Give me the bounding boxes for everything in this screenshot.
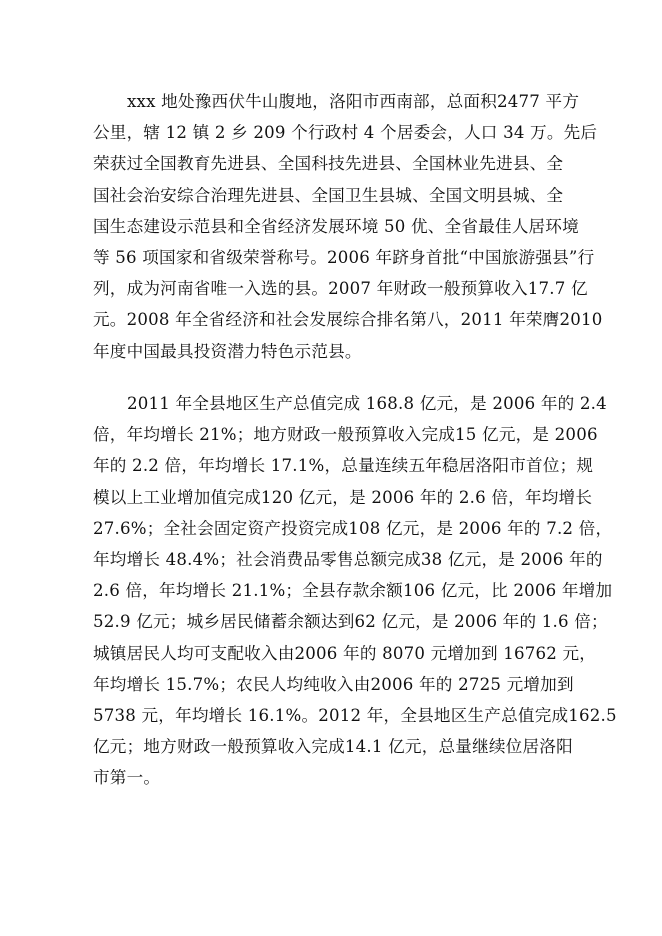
text-line: 列，成为河南省唯一入选的县。2007 年财政一般预算收入17.7 亿 xyxy=(93,279,588,299)
text-line: 2.6 倍，年均增长 21.1%；全县存款余额106 亿元，比 2006 年增加 xyxy=(93,581,613,601)
text-line: 5738 元，年均增长 16.1%。2012 年，全县地区生产总值完成162.5 xyxy=(93,705,617,725)
paragraph-economy xyxy=(93,388,617,793)
text-line: 等 56 项国家和省级荣誉称号。2006 年跻身首批“中国旅游强县”行 xyxy=(93,247,595,267)
text-line: 27.6%；全社会固定资产投资完成108 亿元，是 2006 年的 7.2 倍， xyxy=(93,518,613,538)
text-line: 年均增长 48.4%；社会消费品零售总额完成38 亿元，是 2006 年的 xyxy=(93,549,603,569)
text-line: 荣获过全国教育先进县、全国科技先进县、全国林业先进县、全 xyxy=(93,154,564,174)
text-line: 亿元；地方财政一般预算收入完成14.1 亿元，总量继续位居洛阳 xyxy=(93,737,573,757)
text-line: 公里，辖 12 镇 2 乡 209 个行政村 4 个居委会，人口 34 万。先后 xyxy=(93,123,598,143)
text-line: 52.9 亿元；城乡居民储蓄余额达到62 亿元，是 2006 年的 1.6 倍； xyxy=(93,612,608,632)
text-line: 元。2008 年全省经济和社会发展综合排名第八，2011 年荣膺2010 xyxy=(93,310,603,330)
text-line: 年的 2.2 倍，年均增长 17.1%，总量连续五年稳居洛阳市首位；规 xyxy=(93,456,594,476)
text-line: 倍，年均增长 21%；地方财政一般预算收入完成15 亿元，是 2006 xyxy=(93,425,598,445)
text-line: 2011 年全县地区生产总值完成 168.8 亿元，是 2006 年的 2.4 xyxy=(127,394,607,413)
paragraph-overview xyxy=(93,86,603,367)
text-line: 年度中国最具投资潜力特色示范县。 xyxy=(93,341,362,361)
text-line: 国社会治安综合治理先进县、全国卫生县城、全国文明县城、全 xyxy=(93,185,564,205)
text-line: 年均增长 15.7%；农民人均纯收入由2006 年的 2725 元增加到 xyxy=(93,674,574,694)
text-line: 市第一。 xyxy=(93,768,161,788)
text-line: 国生态建设示范县和全省经济发展环境 50 优、全省最佳人居环境 xyxy=(93,216,579,236)
text-line: 模以上工业增加值完成120 亿元，是 2006 年的 2.6 倍，年均增长 xyxy=(93,487,593,507)
text-line: xxx 地处豫西伏牛山腹地，洛阳市西南部，总面积2477 平方 xyxy=(127,92,580,111)
text-line: 城镇居民人均可支配收入由2006 年的 8070 元增加到 16762 元， xyxy=(93,643,597,663)
